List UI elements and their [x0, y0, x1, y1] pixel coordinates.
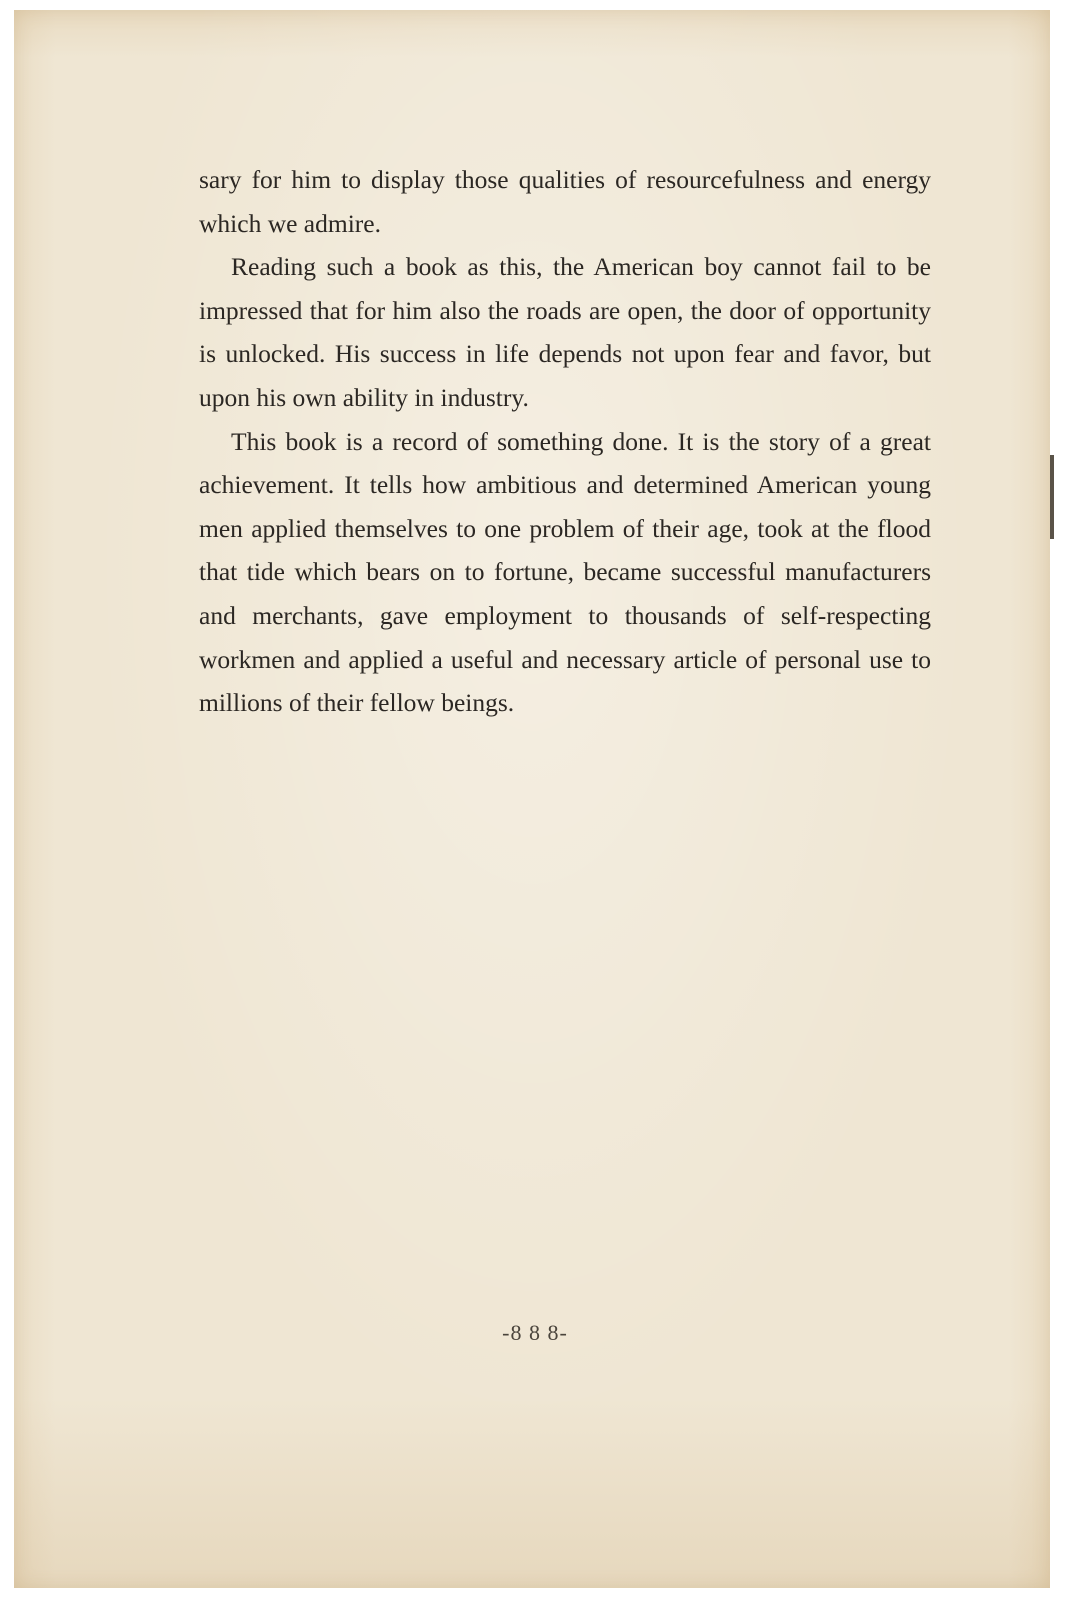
paragraph-2: Reading such a book as this, the American boy cannot fail to be impressed that for him also the roads are open, the door of opportunity is unlocked. His success in life depends not upon fear and favor, but upon his own ability in industry. — [199, 252, 931, 412]
paragraph-1: sary for him to display those qualities of resourcefulness and energy which we admire. — [199, 165, 931, 238]
page-number: -8 8 8- — [502, 1320, 568, 1345]
paragraph-3: This book is a record of something done. It is the story of a great achievement. It tells how ambitious and determined American young men applied themselves to one problem of their age, took at the flood that tide which bears on to fortune, became successful manufacturers and merchants, gave employment to thousands of self-respecting workmen and applied a useful and necessary article of personal use to millions of their fellow beings. — [199, 426, 931, 718]
page-edge-mark — [1050, 455, 1054, 539]
body-text — [199, 158, 931, 725]
